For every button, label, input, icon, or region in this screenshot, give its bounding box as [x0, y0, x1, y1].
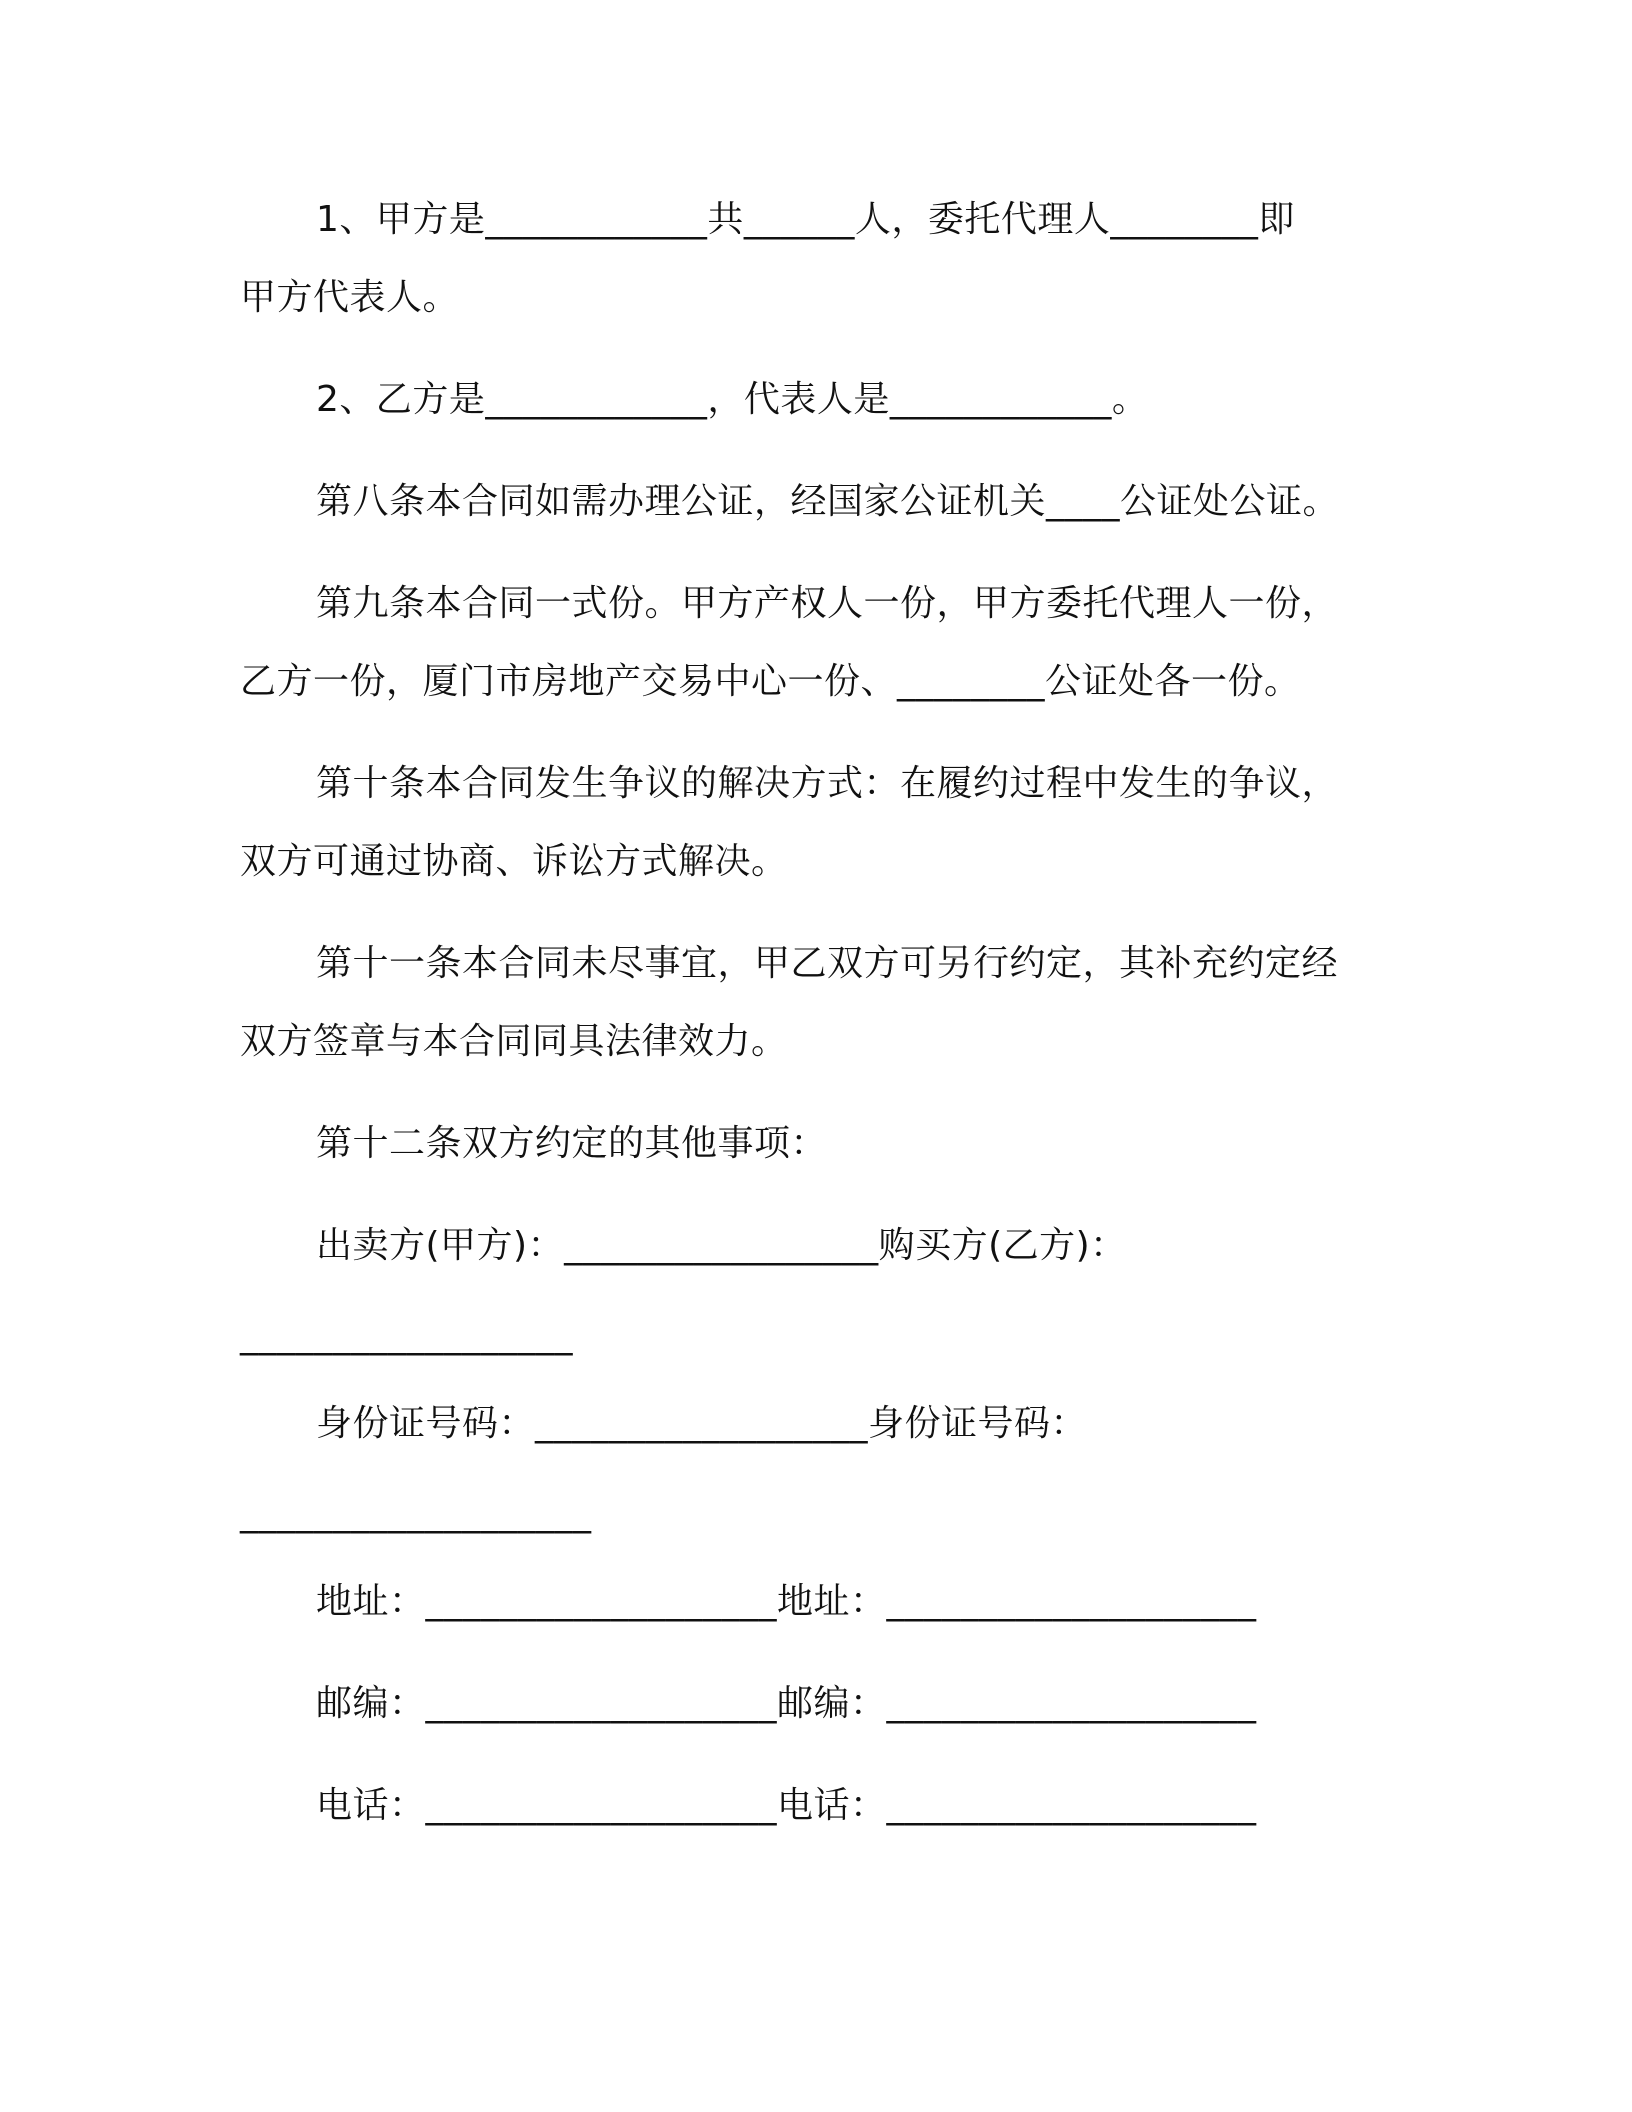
article-11-line-2: 双方签章与本合同同具法律效力。 [240, 1021, 788, 1062]
article-11-line-1: 第十一条本合同未尽事宜，甲乙双方可另行约定，其补充约定经 [316, 943, 1339, 984]
seller-buyer-line: 出卖方(甲方)：_________________购买方(乙方)： [316, 1225, 1127, 1266]
article-9-line-2: 乙方一份，厦门市房地产交易中心一份、________公证处各一份。 [240, 661, 1301, 702]
buyer-id-blank: ___________________ [240, 1493, 592, 1534]
article-12: 第十二条双方约定的其他事项： [316, 1123, 828, 1164]
id-number-line: 身份证号码：__________________身份证号码： [316, 1403, 1088, 1444]
article-10-line-1: 第十条本合同发生争议的解决方式：在履约过程中发生的争议， [316, 763, 1339, 804]
article-9-line-1: 第九条本合同一式份。甲方产权人一份，甲方委托代理人一份， [316, 583, 1339, 624]
postcode-line: 邮编：___________________邮编：____________________ [316, 1683, 1257, 1724]
article-8: 第八条本合同如需办理公证，经国家公证机关____公证处公证。 [316, 481, 1340, 522]
article-10-line-2: 双方可通过协商、诉讼方式解决。 [240, 841, 788, 882]
phone-line: 电话：___________________电话：____________________ [316, 1785, 1257, 1826]
address-line: 地址：___________________地址：____________________ [316, 1581, 1257, 1622]
buyer-signature-blank: __________________ [240, 1315, 573, 1356]
clause-2: 2、乙方是____________，代表人是____________。 [316, 379, 1149, 420]
clause-1-line-2: 甲方代表人。 [240, 277, 460, 318]
clause-1-line-1: 1、甲方是____________共______人，委托代理人________即 [316, 199, 1295, 240]
